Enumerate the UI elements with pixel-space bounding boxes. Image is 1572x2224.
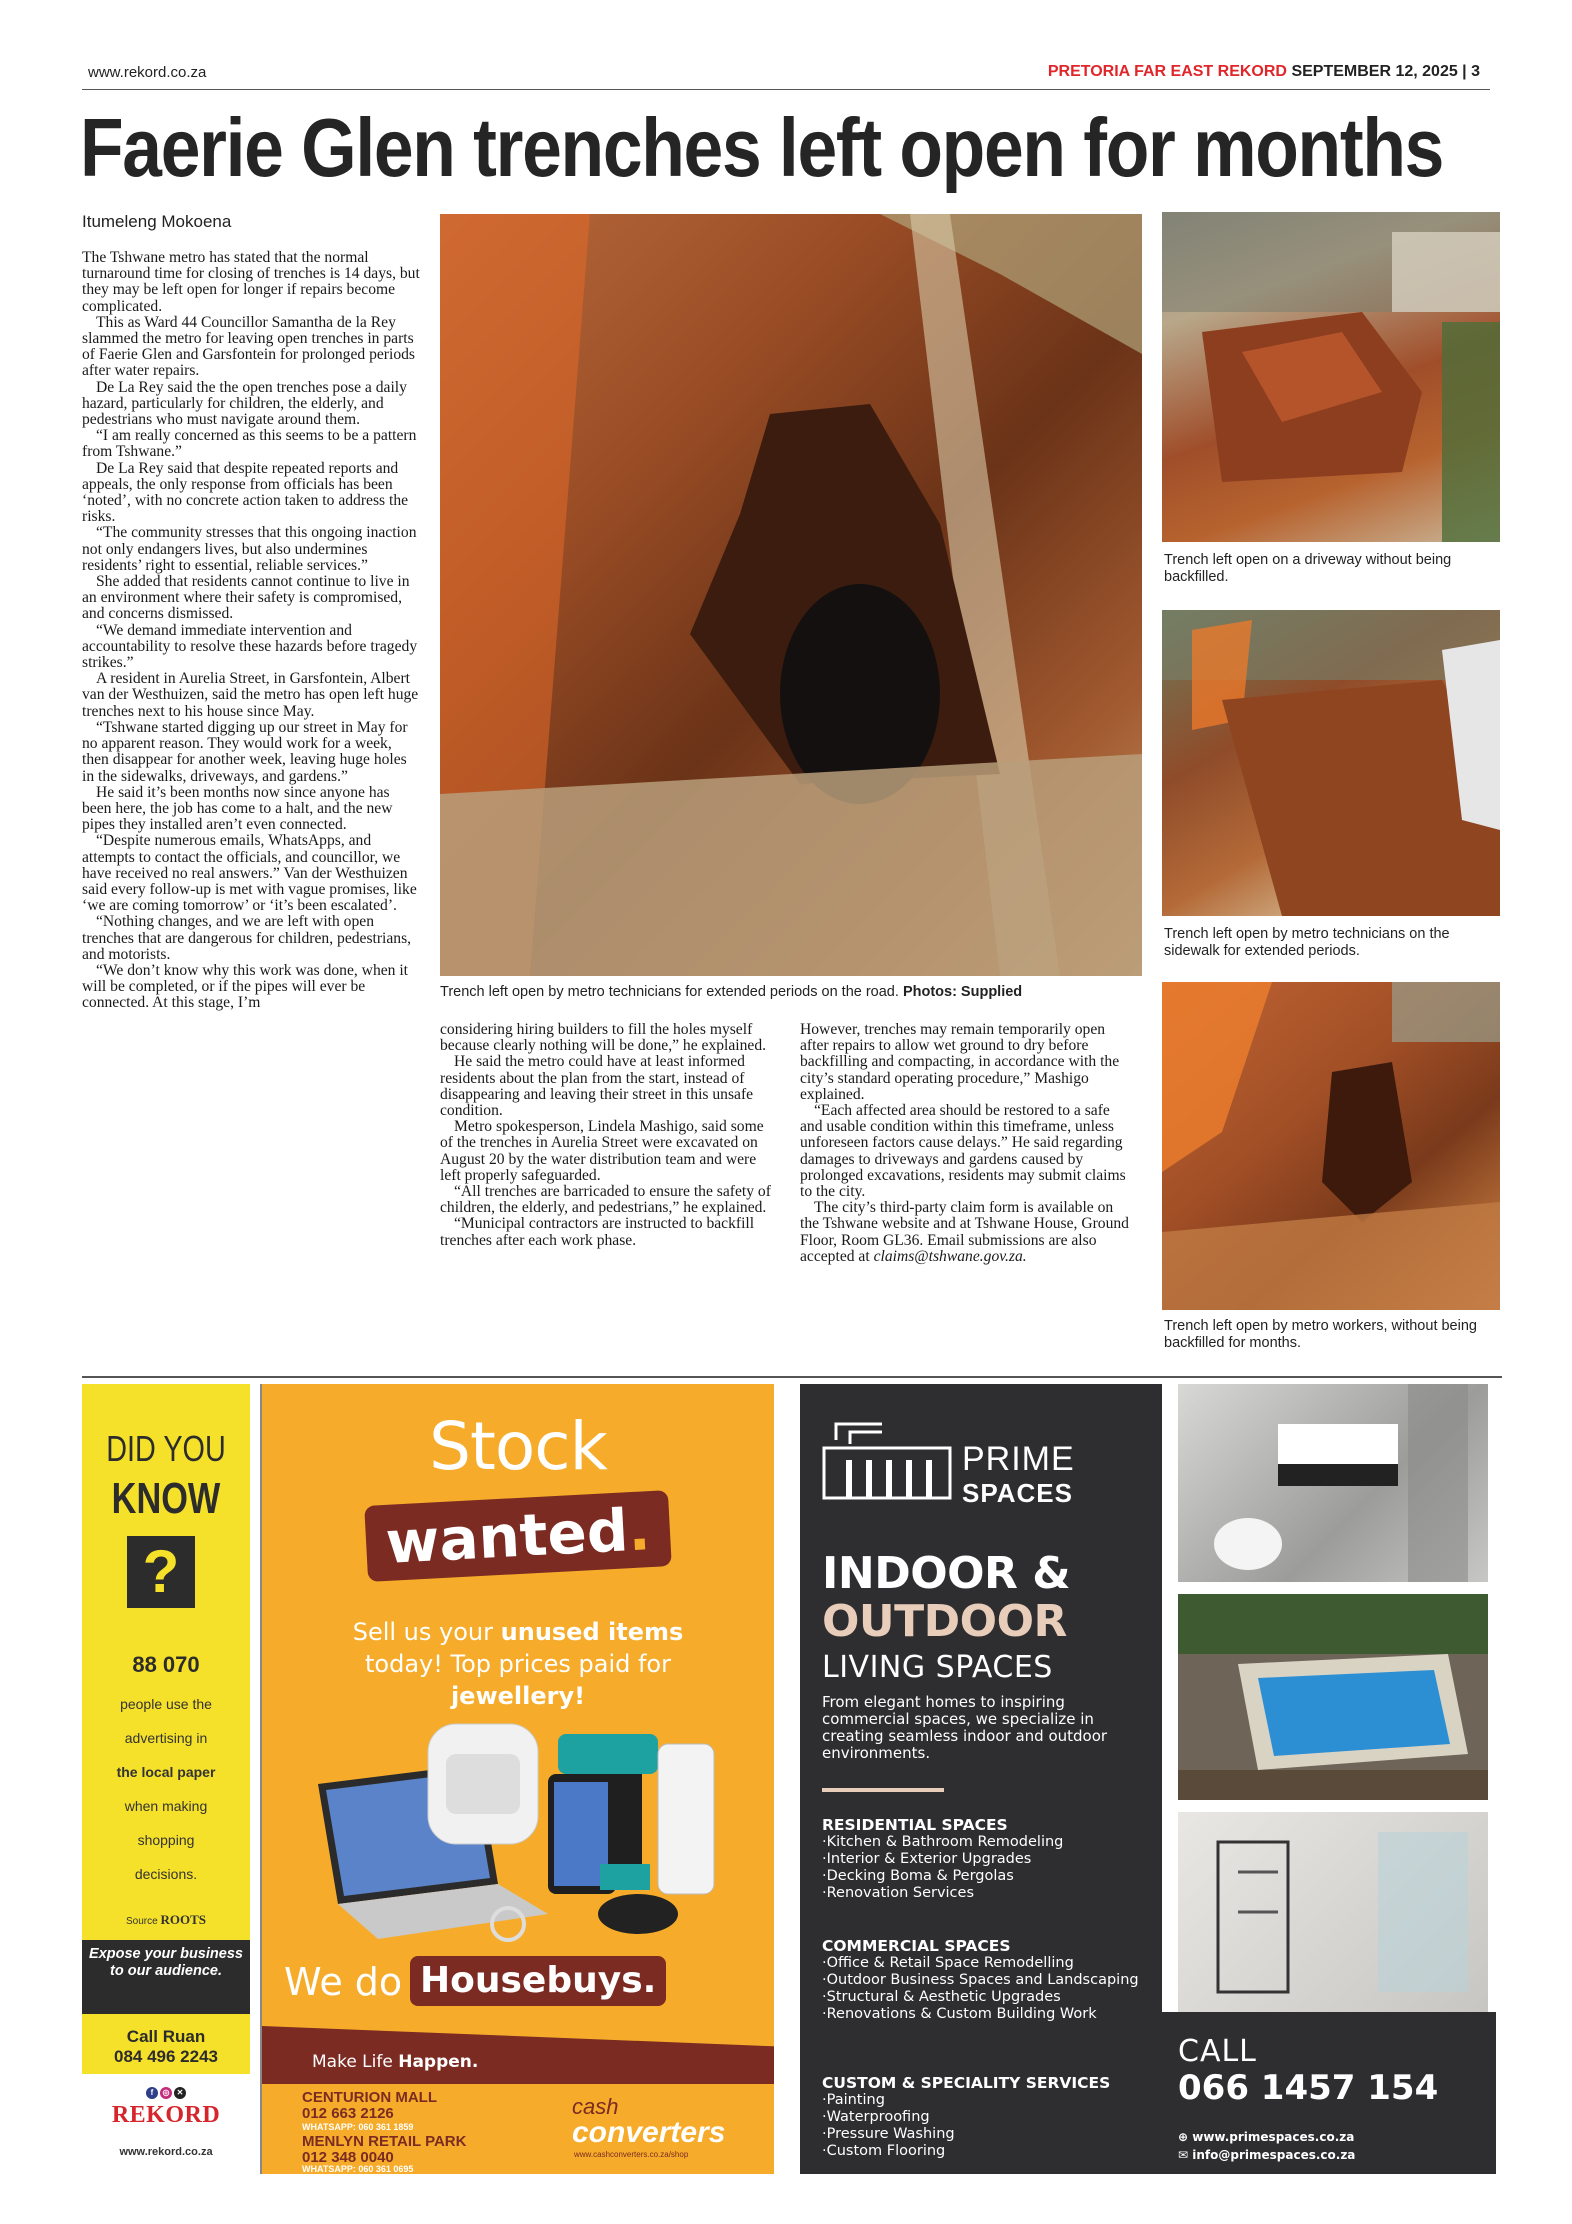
- list-item: · Interior & Exterior Upgrades: [822, 1851, 1063, 1868]
- x-icon[interactable]: ✕: [174, 2087, 186, 2099]
- custom-heading: CUSTOM & SPECIALITY SERVICES: [822, 2074, 1111, 2092]
- residential-heading: RESIDENTIAL SPACES: [822, 1816, 1008, 1834]
- list-item: · Kitchen & Bathroom Remodeling: [822, 1834, 1063, 1851]
- driveway-caption: Trench left open on a driveway without being backfilled.: [1164, 552, 1452, 585]
- paragraph: “The community stresses that this ongoing inaction not only endangers lives, but also undermines residents’ right to essential, reliable services.”: [82, 524, 417, 574]
- store-centurion-whatsapp[interactable]: WHATSAPP: 060 361 1859: [302, 2122, 414, 2132]
- paragraph: De La Rey said that despite repeated reports and appeals, the only response from officials has been ‘noted’, with no concrete action taken to address the risks.: [82, 459, 409, 526]
- email-text: info@primespaces.co.za: [1192, 2148, 1356, 2162]
- roadside-trench-photo: [1162, 982, 1500, 1310]
- cash-converters-logo: [572, 2094, 726, 2149]
- article-column-3: [800, 1022, 1136, 1265]
- living-spaces-heading: LIVING SPACES: [822, 1650, 1053, 1685]
- dyk-panel: [82, 1384, 250, 2074]
- commercial-list: [822, 1955, 1152, 2023]
- list-item: · Pressure Washing: [822, 2126, 955, 2143]
- cash-converters-url[interactable]: www.cashconverters.co.za/shop: [574, 2150, 689, 2159]
- sidewalk-illustration: [1162, 610, 1500, 916]
- sub-line: Sell us your: [352, 1618, 493, 1646]
- paragraph: “Tshwane started digging up our street in May for no apparent reason. They would work for a week, then disappear for another week, leaving huge holes in the sidewalks, driveways, and gardens.”: [82, 718, 408, 785]
- paragraph: “I am really concerned as this seems to be a pattern from Tshwane.”: [82, 427, 417, 461]
- driveway-illustration: [1162, 212, 1500, 542]
- bathroom-photo: [1178, 1384, 1488, 1582]
- dyk-source: [82, 1912, 250, 1928]
- source-label: Source: [126, 1916, 158, 1927]
- ad-divider: [82, 1376, 1502, 1378]
- dyk-title-line2: KNOW: [111, 1474, 221, 1523]
- sub-bold: jewellery!: [450, 1682, 586, 1710]
- store-menlyn-phone[interactable]: 012 348 0040: [302, 2149, 394, 2166]
- facebook-icon[interactable]: f: [146, 2087, 158, 2099]
- accent-rule: [822, 1788, 944, 1792]
- paragraph: He said it’s been months now since anyone has been here, the job has come to a halt, and the new pipes they installed aren’t even connected.: [82, 783, 393, 834]
- dyk-expose: Expose your business to our audience.: [82, 1940, 250, 2014]
- indoor-heading: INDOOR &: [822, 1548, 1071, 1599]
- air-fryer-icon: [428, 1724, 538, 1844]
- prime-website[interactable]: [1178, 2130, 1354, 2144]
- rekord-url[interactable]: www.rekord.co.za: [119, 2146, 213, 2158]
- custom-list: [822, 2092, 955, 2160]
- dyk-title-line1: DID YOU: [106, 1428, 226, 1469]
- call-label: CALL: [1178, 2034, 1257, 2069]
- main-trench-photo: [440, 214, 1142, 976]
- sub-bold: unused items: [500, 1618, 684, 1646]
- brand-converters: converters: [572, 2116, 726, 2149]
- paragraph: This as Ward 44 Councillor Samantha de la Rey slammed the metro for leaving open trenches in parts of Faerie Glen and Garsfontein for prolonged periods after water repairs.: [82, 313, 415, 380]
- paragraph: However, trenches may remain temporarily open after repairs to allow wet ground to dry before backfilling and compacting, in accordance with the city’s standard operating procedure,” Mashigo explained.: [800, 1021, 1120, 1103]
- paragraph: considering hiring builders to fill the holes myself because clearly nothing will be done,” he explained.: [440, 1021, 767, 1055]
- prime-description: From elegant homes to inspiring commercial spaces, we specialize in creating seamless indoor and outdoor environments.: [822, 1693, 1108, 1762]
- prime-phone[interactable]: 066 1457 154: [1178, 2068, 1439, 2108]
- prime-word: PRIME: [962, 1440, 1075, 1478]
- article-column-1: [82, 250, 422, 1012]
- roadside-caption: Trench left open by metro workers, without being backfilled for months.: [1164, 1318, 1477, 1351]
- dyk-line: when making: [124, 1798, 208, 1814]
- paper-info: [1048, 63, 1480, 81]
- paragraph: “We don’t know why this work was done, when it will be completed, or if the pipes will ever be connected. At this stage, I’m: [82, 961, 409, 1012]
- date-page: SEPTEMBER 12, 2025 | 3: [1291, 63, 1480, 80]
- rekord-logo: REKORD: [111, 2102, 221, 2128]
- website-text: www.primespaces.co.za: [1192, 2130, 1355, 2144]
- list-item: · Office & Retail Space Remodelling: [822, 1955, 1152, 1972]
- stock-wanted-ad[interactable]: [262, 1384, 774, 2174]
- wanted-banner: [364, 1490, 672, 1582]
- tagline-bold: Happen.: [398, 2052, 479, 2072]
- prime-spaces-ad[interactable]: [800, 1384, 1496, 2174]
- caption-text: Trench left open by metro technicians for extended periods on the road.: [440, 984, 899, 1000]
- shower-illustration: [1178, 1812, 1488, 2012]
- did-you-know-ad[interactable]: [82, 1384, 250, 2224]
- question-mark-icon: ?: [127, 1536, 195, 1608]
- dyk-line: the local paper: [116, 1764, 216, 1780]
- stock-subtext: [262, 1616, 774, 1712]
- paragraph: A resident in Aurelia Street, in Garsfontein, Albert van der Westhuizen, said the metro has open left huge trenches next to his house since May.: [82, 670, 419, 720]
- byline: Itumeleng Mokoena: [82, 212, 232, 231]
- trench-illustration: [440, 214, 1142, 976]
- bathroom-illustration: [1178, 1384, 1488, 1582]
- paragraph: “We demand immediate intervention and accountability to resolve these hazards before tragedy strikes.”: [82, 621, 418, 672]
- site-url[interactable]: www.rekord.co.za: [88, 64, 207, 81]
- list-item: · Renovations & Custom Building Work: [822, 2006, 1152, 2023]
- pool-photo: [1178, 1594, 1488, 1800]
- paragraph: He said the metro could have at least informed residents about the plan from the start, instead of disappearing and leaving their street in this unsafe condition.: [440, 1053, 754, 1120]
- dyk-line: advertising in: [124, 1730, 208, 1746]
- instagram-icon[interactable]: ◎: [160, 2087, 172, 2099]
- roadside-illustration: [1162, 982, 1500, 1310]
- spaces-word: SPACES: [962, 1478, 1073, 1508]
- mail-icon: ✉: [1178, 2148, 1193, 2162]
- store-menlyn: MENLYN RETAIL PARK: [302, 2133, 467, 2150]
- dyk-line: people use the: [120, 1696, 212, 1712]
- list-item: · Outdoor Business Spaces and Landscaping: [822, 1972, 1152, 1989]
- dyk-call[interactable]: [82, 2027, 250, 2067]
- wanted-dot: .: [626, 1495, 652, 1565]
- paragraph: The Tshwane metro has stated that the normal turnaround time for closing of trenches is 14 days, but they may be left open for longer if repairs become complicated.: [82, 249, 420, 315]
- list-item: · Custom Flooring: [822, 2143, 955, 2160]
- store-centurion-phone[interactable]: 012 663 2126: [302, 2105, 394, 2122]
- photo-credit: Photos: Supplied: [902, 984, 1023, 1000]
- prime-dark-panel: [800, 1384, 1162, 2174]
- driveway-trench-photo: [1162, 212, 1500, 542]
- page-header: [82, 60, 1490, 90]
- paragraph: “Despite numerous emails, WhatsApps, and attempts to contact the officials, and councillor, we have received no real answers.” Van der Westhuizen said every follow-up is met with vague promises, like ‘we are coming tomorrow’ or ‘it’s been escalated’.: [82, 832, 417, 915]
- prime-email[interactable]: [1178, 2148, 1355, 2162]
- dyk-line: decisions.: [134, 1866, 198, 1882]
- wanted-text: wanted: [384, 1496, 630, 1577]
- source-name: ROOTS: [160, 1912, 206, 1927]
- list-item: · Painting: [822, 2092, 955, 2109]
- sidewalk-trench-photo: [1162, 610, 1500, 916]
- sub-line: today! Top prices paid for: [365, 1650, 671, 1678]
- pool-illustration: [1178, 1594, 1488, 1800]
- residential-list: [822, 1834, 1063, 1902]
- paragraph: “All trenches are barricaded to ensure the safety of children, the elderly, and pedestrians,” he explained.: [440, 1183, 771, 1217]
- list-item: · Decking Boma & Pergolas: [822, 1868, 1063, 1885]
- store-centurion: CENTURION MALL: [302, 2089, 437, 2106]
- paragraph: De La Rey said the the open trenches pose a daily hazard, particularly for children, the elderly, and pedestrians who must navigate around them.: [82, 378, 407, 429]
- stock-heading: Stock: [429, 1408, 607, 1485]
- outdoor-heading: OUTDOOR: [822, 1596, 1067, 1647]
- paragraph: Metro spokesperson, Lindela Mashigo, said some of the trenches in Aurelia Street were excavated on August 20 by the water distribution team and were left properly safeguarded.: [440, 1118, 764, 1184]
- paragraph-text: The city’s third-party claim form is available on the Tshwane website and at Tshwane House, Ground Floor, Room GL36. Email submissions are also accepted at: [800, 1199, 1129, 1265]
- list-item: · Structural & Aesthetic Upgrades: [822, 1989, 1152, 2006]
- social-icons: [82, 2082, 250, 2100]
- paper-name: PRETORIA FAR EAST REKORD: [1047, 63, 1287, 80]
- tagline-text: Make Life: [312, 2052, 393, 2072]
- paragraph: “Nothing changes, and we are left with open trenches that are dangerous for children, pedestrians, and motorists.: [82, 913, 412, 963]
- gadgets-illustration: [308, 1714, 728, 1944]
- paragraph: “Municipal contractors are instructed to backfill trenches after each work phase.: [440, 1215, 755, 1249]
- we-do-text: We do: [284, 1960, 403, 2004]
- list-item: · Renovation Services: [822, 1885, 1063, 1902]
- brand-cash: cash: [572, 2094, 619, 2119]
- prime-spaces-logo-icon: [822, 1420, 952, 1500]
- housebuys-badge: Housebuys.: [410, 1956, 666, 2006]
- dyk-number: 88 070: [132, 1652, 200, 1677]
- dyk-line: shopping: [137, 1832, 195, 1848]
- article-column-2: [440, 1022, 776, 1249]
- main-photo-caption: [440, 984, 1142, 1001]
- call-name: Call Ruan: [126, 2027, 206, 2046]
- shower-photo: [1178, 1812, 1488, 2012]
- make-life-happen: [312, 2052, 478, 2072]
- store-menlyn-whatsapp[interactable]: WHATSAPP: 060 361 0695: [302, 2164, 414, 2174]
- sidewalk-caption: Trench left open by metro technicians on the sidewalk for extended periods.: [1164, 926, 1450, 959]
- call-number[interactable]: 084 496 2243: [114, 2047, 218, 2066]
- globe-icon: ⊕: [1178, 2130, 1193, 2144]
- paragraph: “Each affected area should be restored to a safe and usable condition within this timeframe, unless unforeseen factors cause delays.” He said regarding damages to driveways and gardens caused by prolonged excavations, residents may submit claims to the city.: [800, 1102, 1126, 1201]
- claims-email[interactable]: claims@tshwane.gov.za.: [873, 1247, 1027, 1265]
- paragraph: [800, 1200, 1136, 1265]
- list-item: · Waterproofing: [822, 2109, 955, 2126]
- paragraph: She added that residents cannot continue to live in an environment where their safety is compromised, and concerns dismissed.: [82, 573, 410, 623]
- headline: Faerie Glen trenches left open for months: [80, 101, 1444, 194]
- commercial-heading: COMMERCIAL SPACES: [822, 1937, 1011, 1955]
